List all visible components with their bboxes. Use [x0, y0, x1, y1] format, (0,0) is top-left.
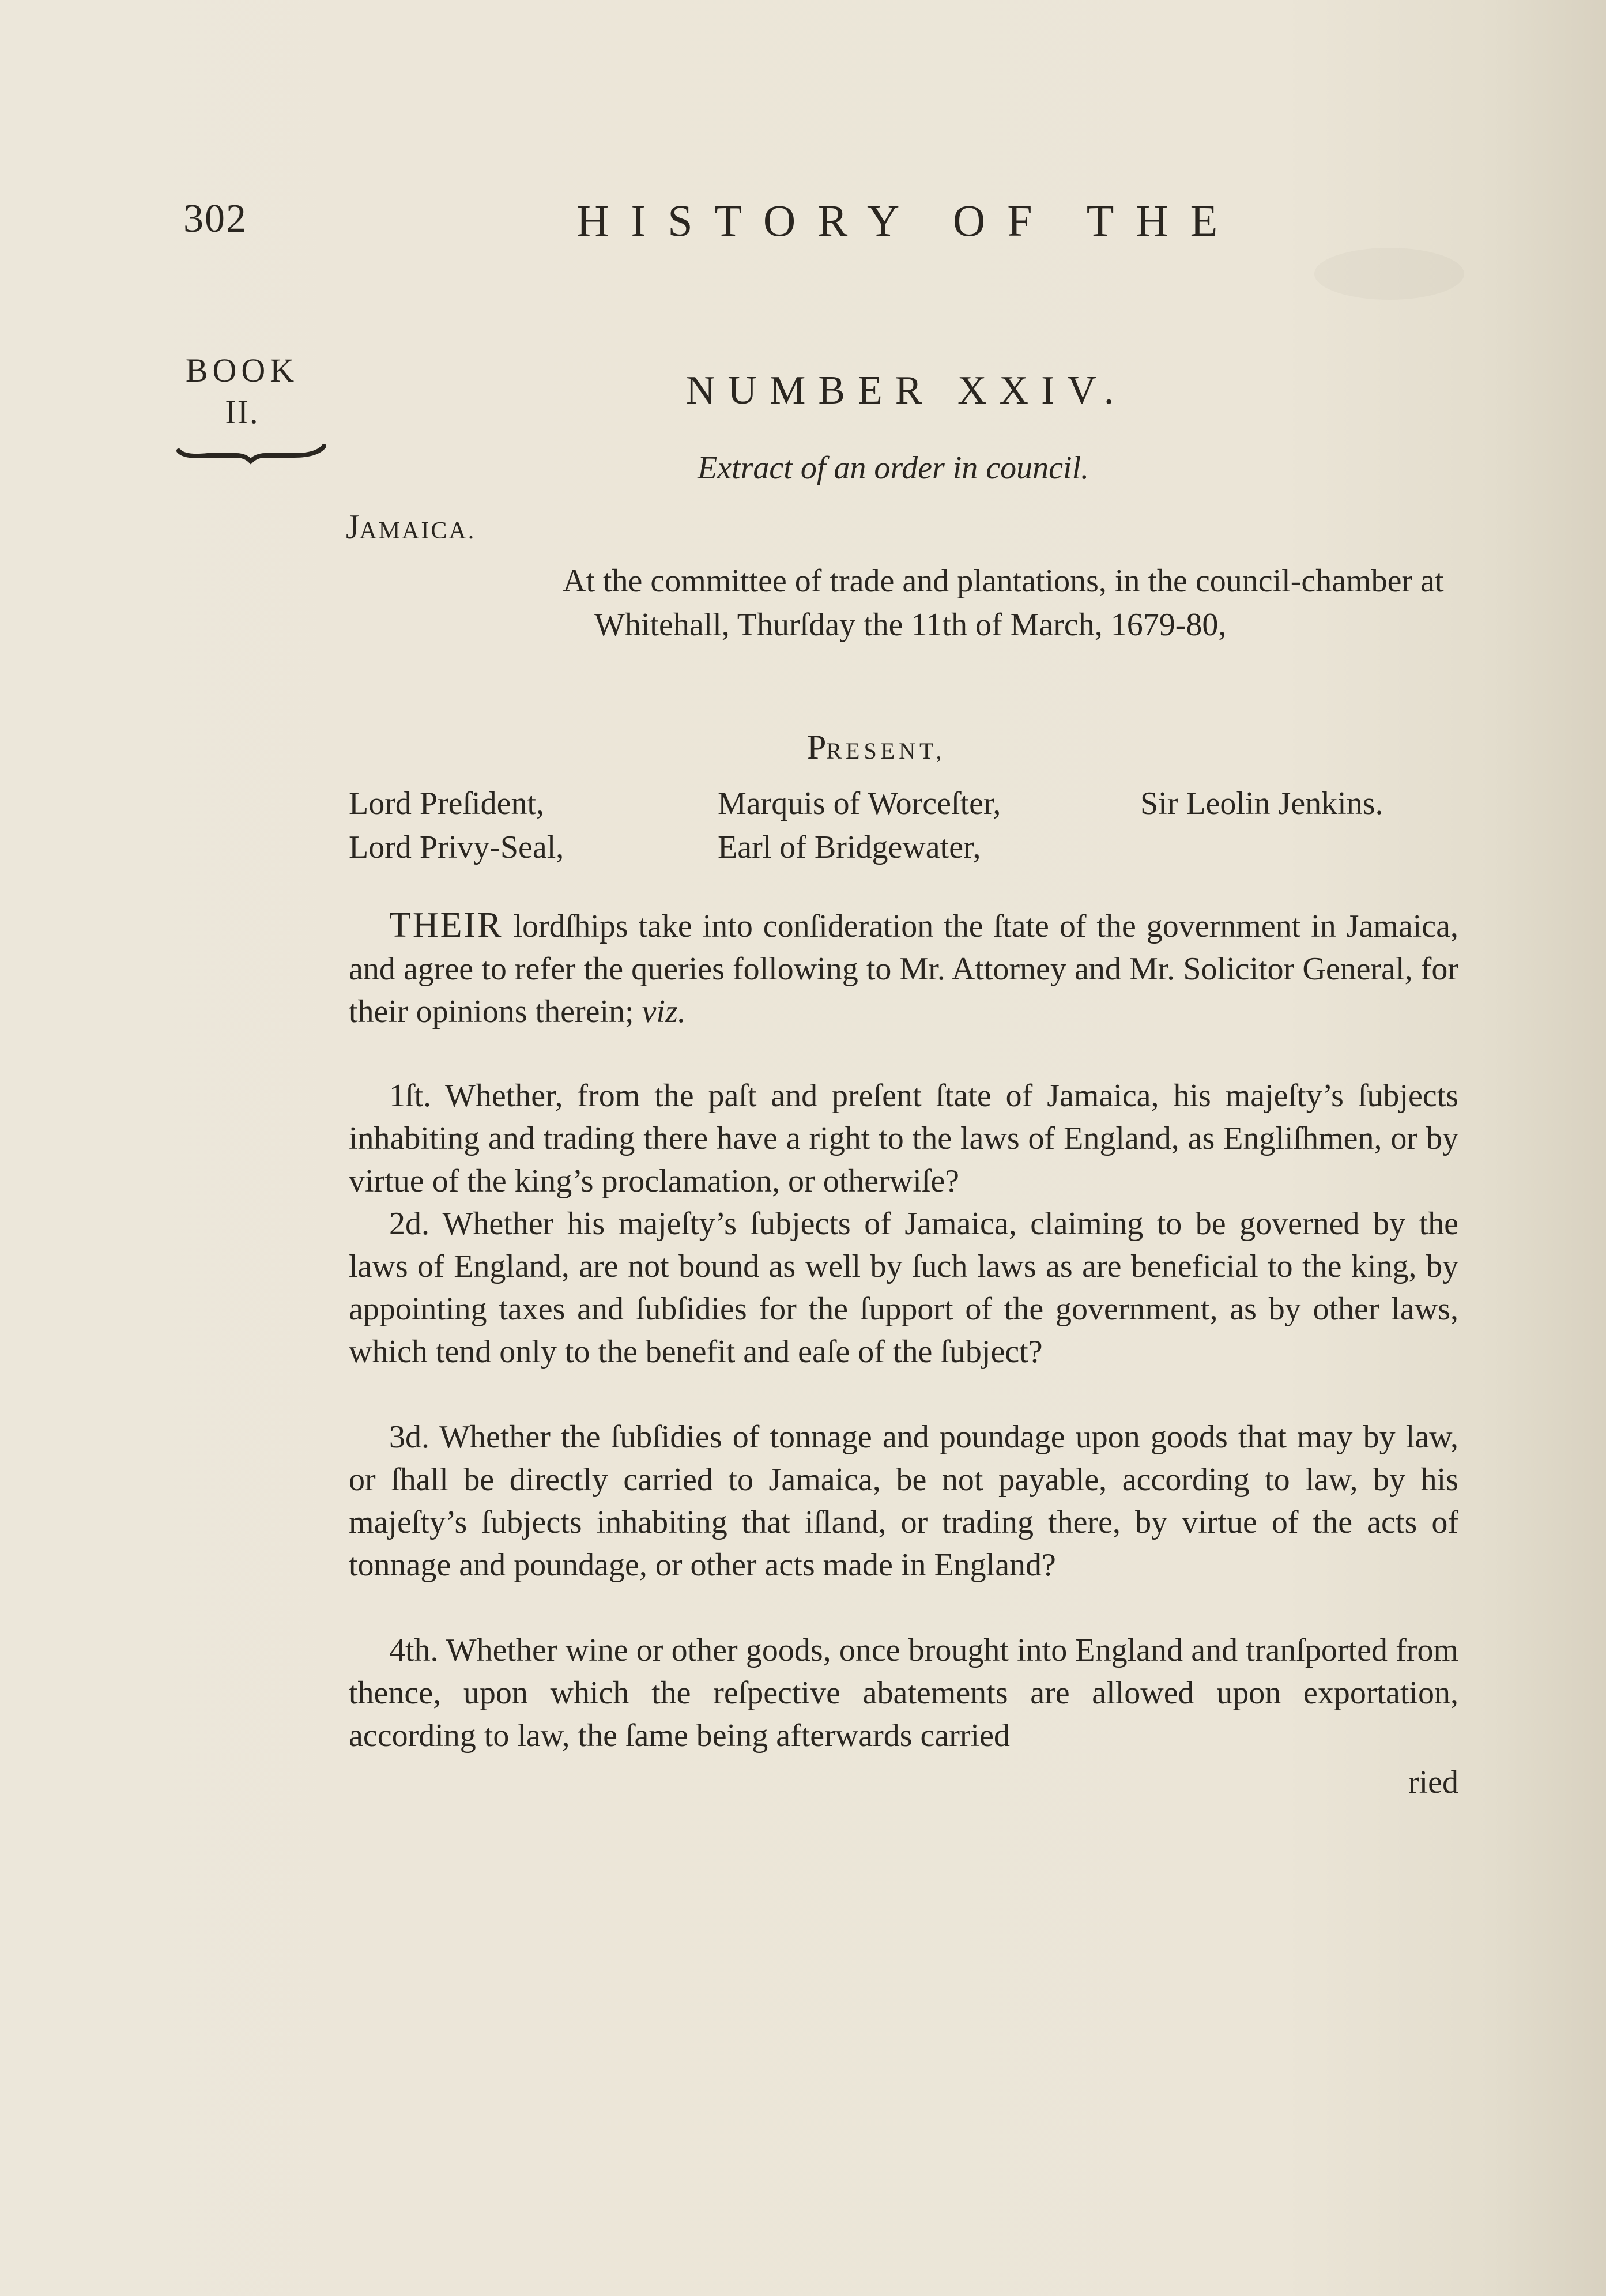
- place-heading-initial: J: [346, 508, 360, 546]
- place-heading-rest: AMAICA.: [359, 518, 476, 544]
- number-heading: NUMBER XXIV.: [686, 368, 1127, 413]
- query-paragraph: 4th. Whether wine or other goods, once brought into England and tranſported from thence, upon which the reſpective abatements are allowed upon exportation, according to law, the ſame being afterwards carried: [349, 1633, 1458, 1754]
- query-paragraph: 1ſt. Whether, from the paſt and preſent ſtate of Jamaica, his majeſty’s ſubjects inhabiting and trading there have a right to the laws of England, as Engliſhmen, or by virtue of the king’s proclamation, or otherwiſe?: [349, 1078, 1458, 1199]
- ink-smudge: [1314, 248, 1464, 300]
- intro-viz: viz.: [642, 994, 686, 1030]
- intro-lead-word: THEIR: [389, 906, 503, 945]
- attendee: Lord Preſident,: [349, 786, 545, 821]
- side-note-book-label: BOOK: [185, 352, 299, 389]
- intro-paragraph: [349, 904, 1458, 1033]
- attendee: Earl of Bridgewater,: [718, 830, 981, 865]
- preamble-paragraph: At the committee of trade and plantations, in the council-chamber at Whitehall, Thurſday the 11th of March, 1679-80,: [563, 563, 1444, 643]
- catchword: ried: [1408, 1765, 1458, 1800]
- extract-title: Extract of an order in council.: [698, 450, 1089, 486]
- side-note-volume: II.: [225, 393, 259, 431]
- present-heading-rest: RESENT,: [826, 738, 946, 764]
- brace-ornament: [173, 438, 329, 467]
- present-heading: [807, 727, 946, 767]
- intro-text: lordſhips take into conſideration the ſtate of the government in Jamaica, and agree to refer the queries following to Mr. Attorney and Mr. Solicitor General, for their opinions therein;: [349, 908, 1458, 1030]
- page-number: 302: [183, 197, 247, 241]
- place-heading: [346, 507, 476, 547]
- attendee: Marquis of Worceſter,: [718, 786, 1001, 821]
- present-heading-initial: P: [807, 728, 827, 766]
- query-paragraph: 3d. Whether the ſubſidies of tonnage and poundage upon goods that may by law, or ſhall be directly carried to Jamaica, be not payable, according to law, by his majeſty’s ſubjects inhabiting that iſland, or trading there, by virtue of the acts of tonnage and poundage, or other acts made in England?: [349, 1419, 1458, 1583]
- query-paragraph: 2d. Whether his majeſty’s ſubjects of Jamaica, claiming to be governed by the laws of England, are not bound as well by ſuch laws as are beneficial to the king, by appointing taxes and ſubſidies for the ſupport of the government, as by other laws, which tend only to the benefit and eaſe of the ſubject?: [349, 1206, 1458, 1370]
- side-note-book: [173, 354, 311, 429]
- attendee: Sir Leolin Jenkins.: [1140, 786, 1383, 821]
- attendee: Lord Privy-Seal,: [349, 830, 564, 865]
- running-head: HISTORY OF THE: [576, 195, 1240, 246]
